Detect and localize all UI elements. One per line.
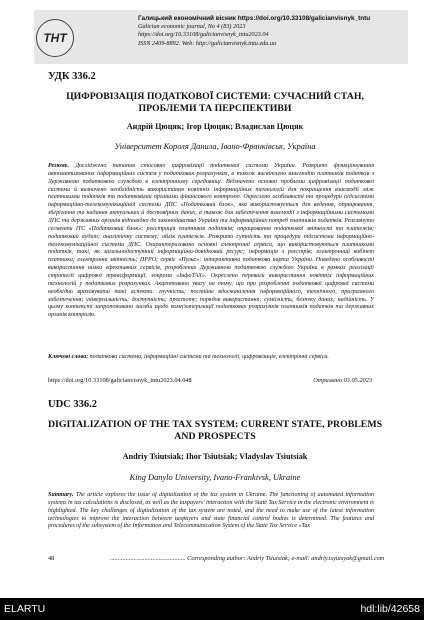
keywords-ua: [48, 354, 374, 370]
keywords-label-ua: Ключові слова:: [48, 354, 89, 360]
authors-ua: Андрій Цюцяк; Ігор Цюцяк; Владислав Цюцяк: [126, 122, 304, 131]
received-date: Отримано 03.05.2023: [313, 377, 372, 384]
summary-label-en: Summary.: [48, 492, 74, 498]
logo-text: ТНТ: [43, 31, 67, 45]
abstract-ua: [48, 163, 374, 352]
issue-doi-link[interactable]: https://doi.org/10.33108/galicianvisnyk_tntu2023.04: [138, 31, 269, 39]
repository-bar: [0, 598, 424, 620]
authors-en: Andriy Tsiutsiak; Ihor Tsiutsiak; Vladyslav Tsiutsiak: [122, 452, 308, 461]
journal-header-text: [138, 15, 388, 48]
page-number: 48: [48, 555, 55, 562]
handle-id: hdl:lib/42658: [360, 603, 420, 615]
abstract-text-ua: Досліджено питання стосовно цифровізації податкової системи України. Розкрито функціонування автоматизованих інформаційних систем у податкових розрахунках, а також висвітлено взаємодію платників податків з Державною податковою службою в електронному середовищі. Відзначено основні проблеми цифровізації податкової системи й визначено необхідність використання новітніх інформаційних технологій для покращення взаємодії між платниками податків та податковими органами фінансового контролю. Окреслено особливості та процедури підсистеми інформаційно-телекомунікаційної системи ДПС «Податковий блок», яка використовується для ведення, опрацювання, зберігання та надання актуальних й достовірних даних, а також для забезпечення взаємодії з інформаційними системами ДПС та державних органів відповідно до законодавства України та інформаційних потреб платників податків. Розглянуто сегменти ІТС «Податковий блок»: реєстрація платників податків; опрацювання податкової звітності та платежів; податковий аудит; аналітичну систему; облік платежів. Розкрито сутність та процедури підсистеми інформаційно-телекомунікаційної системи ДПС. Охарактеризовано основні електронні сервіси, що використовуються платниками податків, такі, як загальнодоступний інформаційно-довідковий ресурс; інформація з реєстрів; електронний кабінет платника; електронна звітність; ПРРО; сервіс «Пульс»; інтерактивна податкова карта України. Наведено особливості використання низки ефективних сервісів, розроблених Державною податковою службою України в рамках реалізації стратегії цифрової трансформації, зокрема «ІнфоТАХ». Окреслено переваги використання новітніх інформаційних технологій у податкових розрахунках. Акцентовано увагу на тому, що при розробленні податкової цифрової системи необхідно враховувати такі аспекти: гнучкість; постійне вдосконалення інформаційного, технічного, програмного забезпечення; універсальність; доступність; простоту; порядок використання; сумісність; безпеку даних; надійність. У цьому контексті запропоновано засоби щодо комп'ютеризації податкових розрахунків платників податків та державних органів контролю.: [48, 163, 374, 319]
university-ua: Університет Короля Данила, Івано-Франківськ, Україна: [114, 142, 316, 151]
summary-en: [48, 492, 374, 540]
university-en: King Danylo University, Ivano-Frankivsk, Ukraine: [129, 473, 301, 482]
corresponding-author: ................................................ Corresponding author: Andriy Tsiutsiak; e-mail: andriy.tsyutsyak@gmail.com: [110, 555, 385, 562]
journal-logo: [36, 19, 74, 57]
journal-name-en: Galician economic journal, No 4 (83) 2023: [138, 23, 246, 31]
article-doi-link[interactable]: https://doi.org/10.33108/galicianvisnyk_tntu2023.04.048: [48, 377, 192, 384]
title-ua: ЦИФРОВІЗАЦІЯ ПОДАТКОВОЇ СИСТЕМИ: СУЧАСНИЙ СТАН, ПРОБЛЕМИ ТА ПЕРСПЕКТИВИ: [66, 91, 364, 114]
issn-web: ISSN 2409-8892. Web: http://galicianvisnyk.tntu.edu.ua: [138, 39, 277, 47]
journal-name-ua: Галицький економічний вісник https://doi.org/10.33108/galicianvisnyk_tntu: [138, 15, 371, 22]
udc-ua: УДК 336.2: [48, 71, 96, 82]
udc-en: UDC 336.2: [48, 399, 97, 410]
title-en: DIGITALIZATION OF THE TAX SYSTEM: CURRENT STATE, PROBLEMS AND PROSPECTS: [47, 419, 383, 442]
keywords-text-ua: податкова система, інформаційні системи та технології, цифровізація, електронні сервіси.: [89, 354, 329, 360]
repository-name: ELARTU: [4, 603, 46, 615]
summary-text-en: The article explores the issue of digitalization of the tax system in Ukraine. The functioning of automated information systems in tax calculations is disclosed, as well as the taxpayers' interaction with the State Tax Service in the electronic environment is highlighted. The key challenges of digitalization of the tax system are noted, and the need to make use of the latest information technologies to improve the interaction between taxpayers and state financial control bodies is determined. The features and procedures of the subsystem of the Information and Telecommunication System of the State Tax Service «Tax: [48, 492, 374, 530]
abstract-label-ua: Резюме.: [48, 163, 69, 169]
